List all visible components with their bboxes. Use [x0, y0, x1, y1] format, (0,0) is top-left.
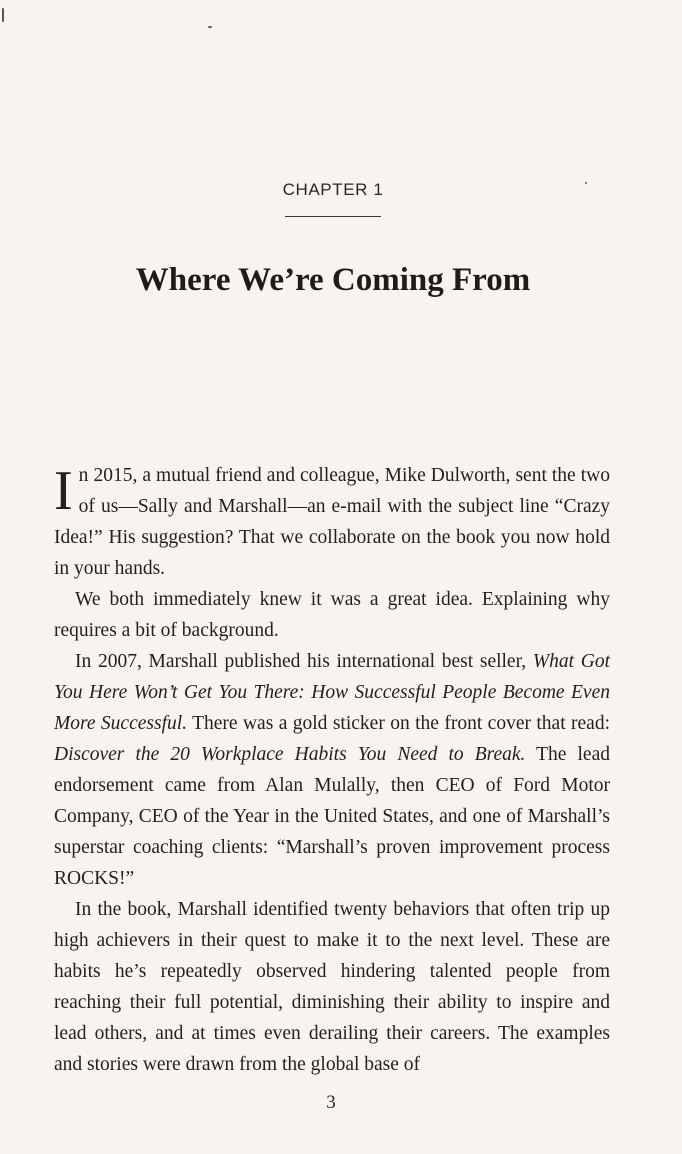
chapter-divider: [285, 216, 381, 217]
paragraph-3: [54, 646, 610, 894]
paragraph-3-text-c: There was a gold sticker on the front cover that read:: [187, 713, 610, 734]
chapter-title: Where We’re Coming From: [135, 262, 531, 298]
chapter-label: CHAPTER 1: [282, 180, 384, 199]
paragraph-1: [54, 460, 610, 584]
book-title-italic: What Got You Here Won’t Get You There: How Successful People Become Even More Successful.: [54, 651, 610, 734]
paragraph-3-text-a: In 2007, Marshall published his international best seller,: [75, 651, 533, 672]
chapter-body: [54, 460, 610, 1080]
speck: [208, 26, 212, 28]
paragraph-2: We both immediately knew it was a great idea. Explaining why requires a bit of background.: [54, 589, 610, 641]
drop-cap: I: [54, 460, 73, 522]
sticker-text-italic: Discover the 20 Workplace Habits You Need to Break.: [54, 744, 526, 765]
paragraph-4: In the book, Marshall identified twenty behaviors that often trip up high achievers in their quest to make it to the next level. These are habits he’s repeatedly observed hindering talented people from reaching their full potential, diminishing their ability to inspire and lead others, and at times even derailing their careers. The examples and stories were drawn from the global base of: [54, 899, 610, 1075]
speck: [2, 8, 4, 22]
page-number: 3: [326, 1092, 336, 1113]
paragraph-3-text-e: The lead endorsement came from Alan Mulally, then CEO of Ford Motor Company, CEO of the Year in the United States, and one of Marshall’s superstar coaching clients: “Marshall’s proven improvement process ROCKS!”: [54, 744, 610, 889]
paragraph-1-text: n 2015, a mutual friend and colleague, Mike Dulworth, sent the two of us—Sally and Marshall—an e-mail with the subject line “Crazy Idea!” His suggestion? That we collaborate on the book you now hold in your hands.: [54, 465, 610, 579]
